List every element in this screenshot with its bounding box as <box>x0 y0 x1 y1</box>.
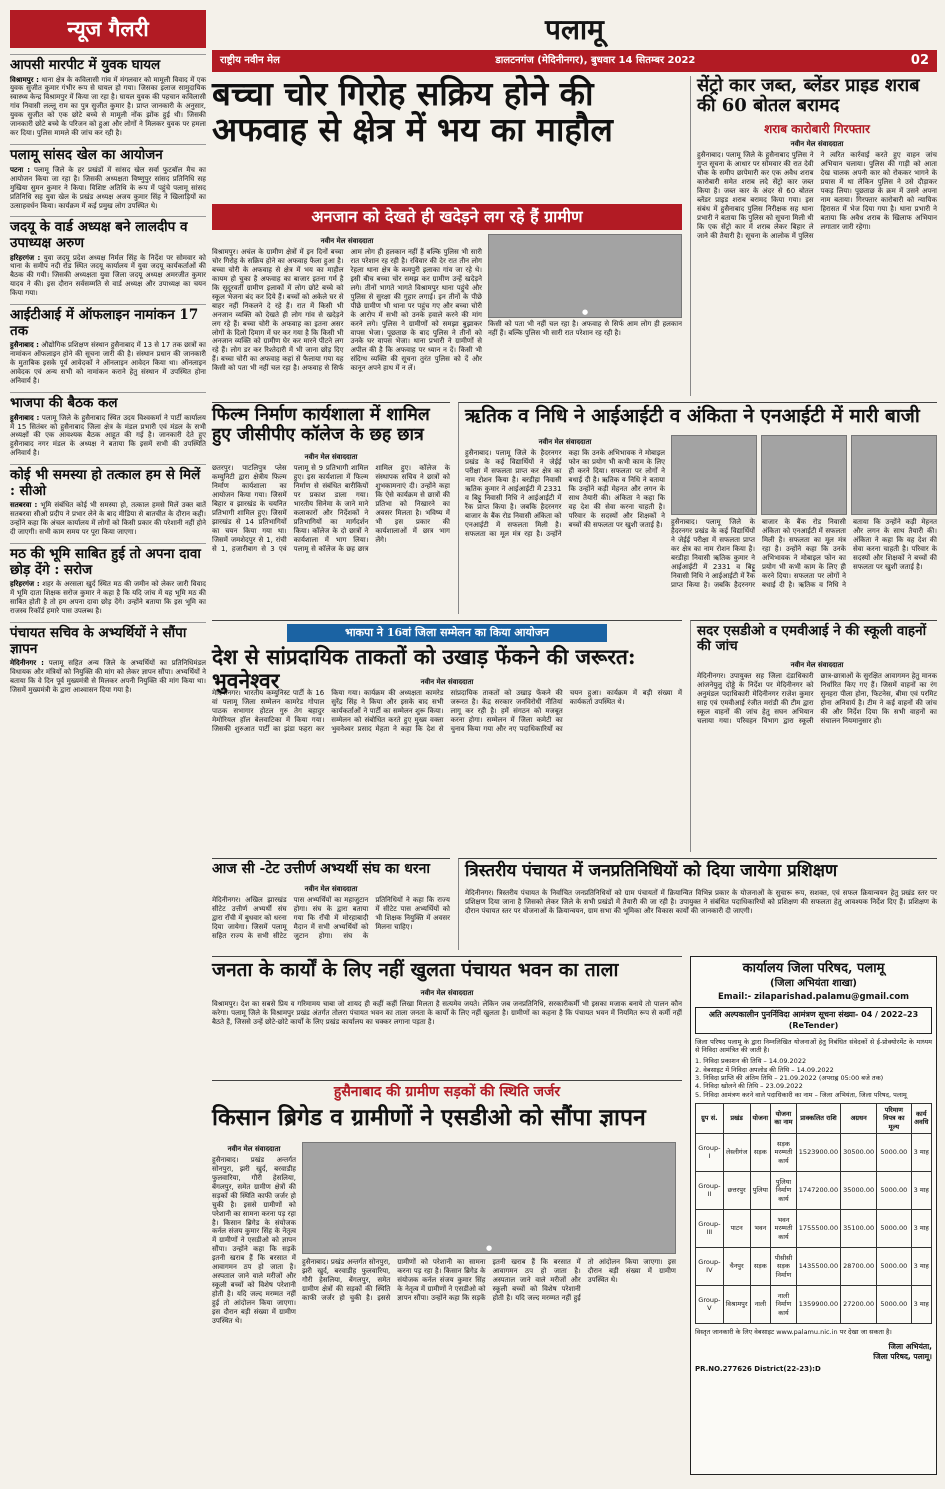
main-area <box>212 10 937 1480</box>
kisan-headline: किसान ब्रिगेड व ग्रामीणों ने एसडीओ को सौंपा ज्ञापन <box>212 1103 646 1131</box>
tender-cell: पीसीसी सड़क निर्माण <box>771 1247 797 1285</box>
tender-cell: 28700.00 <box>841 1247 877 1285</box>
tender-column-header: प्रखंड <box>723 1103 750 1133</box>
tender-row <box>696 1171 932 1209</box>
tender-column-header: कार्य अवधि <box>911 1103 931 1133</box>
gallery-story-body: हुसैनाबाद : पलामू जिले के हुसैनाबाद स्थित उदय विश्वकर्मा ने पार्टी कार्यालय में 15 सितंबर को हुसैनाबाद जिला क्षेत्र के मंडल प्रभारी एवं मंडल के सभी अध्यक्षों की एक आवश्यक बैठक आहूत की गई है। जानकारी देते हुए हुसैनाबाद नगर मंडल के अध्यक्ष ने बताया कि इसमें सभी की उपस्थिति अनिवार्य है। <box>10 413 206 458</box>
tender-column-header: प्राक्कलित राशि <box>796 1103 840 1133</box>
student-photo-2 <box>761 435 847 515</box>
tender-cell: पुलिया निर्माण कार्य <box>771 1171 797 1209</box>
kisan-byline: नवीन मेल संवाददाता <box>227 1144 281 1153</box>
camera-icon: ● <box>485 1243 493 1252</box>
tender-cell: भवन <box>750 1209 771 1247</box>
gallery-story-body: हरिहरगंज : युवा जदयू प्रदेश अध्यक्ष निर्मल सिंह के निर्देश पर सोमवार को थाना के समीप नदी रोड स्थित जदयू कार्यालय में युवा जदयू कार्यकर्ताओं की बैठक की गयी। जिसकी अध्यक्षता युवा जिला जदयू अध्यक्ष अमरजीत कुमार यादव ने की। इस दौरान सर्वसम्मति से वार्ड अध्यक्ष और उपाध्यक्ष का चयन किया गया। <box>10 253 206 298</box>
tender-notice <box>690 956 937 1475</box>
tender-schedule-line: 2. वेबसाइट में निविदा अपलोड की तिथि – 14.09.2022 <box>695 1065 834 1074</box>
tender-table-header <box>696 1103 932 1133</box>
lead-body: विश्रामपुर। अचंल के ग्रामीण क्षेत्रों में इन दिनों बच्चा चोर गिरोह के सक्रिय होने का अफवाह फैला हुआ है। बच्चा चोरी के अफवाह से क्षेत्र में भय का माहौल कायम हो चुका है अफवाह का बाजार इतना गर्म है कि सूदूरवर्ती ग्रामीण इलाकों में लोग छोटे बच्चे को स्कूल भेजना बंद कर दिये हैं। बच्चों को अकेले घर से बाहर नहीं निकलने दे रहे हैं। रात में किसी भी अनजान व्यक्ति को देखते ही लोग गांव से खदेड़ने लग रहे हैं। बच्चा चोरी के अफवाह का इतना असर लोगों के दिलो दिमाग में घर कर गया है कि किसी भी अनजान व्यक्ति को ग्रामीण घेर कर मारने पीटने लग रहे हैं। लोग डर कर रिश्तेदारी में भी जाना छोड़ दिए हैं। बच्चा चोरी का अफवाह कहां से फैलाया गया यह किसी को पता भी नहीं चल रहा है। अफवाह से सिर्फ आम लोग ही हलकान नहीं हैं बल्कि पुलिस भी सारी रात परेशान रह रही है। रविवार की देर रात तीन लोग रेहला थाना क्षेत्र के कमपुरी इलाका गांव जा रहे थे। इसी बीच बच्चा चोर समझ कर ग्रामीण उन्हें खदेड़ने लगे। तीनों भागते भागते विश्रामपुर थाना पहुंचे और पुलिस से सुरक्षा की गुहार लगाई। इन तीनों के पीछे पीछे ग्रामीण भी थाना पर पहुंच गए और बच्चा चोरी के आरोप में सभी को उनके हवाले करने की मांग करने लगे। पुलिस ने ग्रामीणों को समझा बुझाकर वापस भेजा। पूछताछ के बाद पुलिस ने तीनों को उनके घर वापस भेजा। थाना प्रभारी ने ग्रामीणों से अपील की है कि अफवाह पर ध्यान न दें। किसी भी संदिग्ध व्यक्ति की सूचना तुरंत पुलिस को दें और कानून अपने हाथ में न लें। <box>212 247 482 373</box>
sadar-story <box>690 620 937 852</box>
sadar-headline: सदर एसडीओ व एमवीआई ने की स्कूली वाहनों की जांच <box>697 623 927 655</box>
iit-body: हुसैनाबाद। पलामू जिले के हैदरनगर प्रखंड के कई विद्यार्थियों ने जेईई परीक्षा में सफलता प्राप्त कर क्षेत्र का नाम रोशन किया है। बरडीहा निवासी ऋतिक कुमार ने आईआईटी में 2331 व बिट्टू निवासी निधि ने आईआईटी में रैंक प्राप्त किया है। जबकि हैदरनगर बाजार के बैंक रोड निवासी अंकिता को एनआईटी में सफलता मिली है। सफलता का मूल मंत्र रहा है। उन्होंने कहा कि उनके अभिभावक ने मोबाइल फोन का प्रयोग भी कभी काम के लिए ही करने दिया। सफलता पर लोगों ने बधाई दी है। ऋतिक व निधि ने बताया कि उन्होंने कड़ी मेहनत और लगन के साथ तैयारी की। अंकिता ने कहा कि वह देश की सेवा करना चाहती है। परिवार के सदस्यों और शिक्षकों ने बच्चों की सफलता पर खुशी जताई है। <box>465 448 665 538</box>
masthead-title: पलामू <box>545 13 604 46</box>
tender-branch: (जिला अभियंता शाखा) <box>770 977 857 989</box>
gallery-story-title: आपसी मारपीट में युवक घायल <box>10 54 206 74</box>
gallery-story <box>10 464 206 537</box>
tender-intro: जिला परिषद पलामू के द्वारा निम्नलिखित योजनाओं हेतु निबंधित संवेदकों से ई-प्रोक्योरमेंट के माध्यम से निविदा आमंत्रित की जाती है। <box>695 1037 932 1055</box>
gallery-story-title: मठ की भूमि साबित हुई तो अपना दावा छोड़ देंगे : सरोज <box>10 543 206 578</box>
gallery-story-body: सतबरवा : भूमि संबंधित कोई भी समस्या हो, तत्काल हमसे मिलें उक्त बातें सतबरवा सीओ प्रदीप ने प्रभार लेने के बाद मीडिया से बातचीत के दौरान कही। उन्होंने कहा कि अंचल कार्यालय में लोगों को किसी प्रकार की परेशानी नहीं होने दी जाएगी। सभी काम समय पर पूरा किया जाएगा। <box>10 501 206 537</box>
dateline: डालटनगंज (मेदिनीनगर), बुधवार 14 सितम्बर 2022 <box>495 54 696 66</box>
tender-cell: 5000.00 <box>877 1247 911 1285</box>
tender-cell: 1755500.00 <box>796 1209 840 1247</box>
lead-photo-caption: किसी को पता भी नहीं चल रहा है। अफवाह से सिर्फ आम लोग ही हलकान नहीं हैं। बल्कि पुलिस भी सारी रात परेशान रह रही है। <box>488 320 682 337</box>
tender-cell: 35000.00 <box>841 1171 877 1209</box>
lead-photo <box>488 234 682 318</box>
gallery-story-body: हुसैनाबाद : औद्योगिक प्रशिक्षण संस्थान हुसैनाबाद में 13 से 17 तक छात्रों का नामांकन ऑफलाइन होने की सूचना जारी की है। संस्थान प्रधान की जानकारी के मुताबिक इसके पूर्व आवेदकों ने ऑनलाइन आवेदन किया था। ऑनलाइन आवेदक एवं अन्य सभी को नामांकन कराने हेतु संस्थान में उपस्थित होना अनिवार्य है। <box>10 341 206 386</box>
tender-schedule-line: 4. निविदा खोलने की तिथि – 23.09.2022 <box>695 1082 803 1091</box>
lead-story <box>212 76 682 396</box>
ctet-body: मेदिनीनगर। अखिल झारखंड सीटेट उत्तीर्ण अभ्यर्थी संघ द्वारा राँची में बुधवार को धरना दिया जायेगा। जिसमें पलामू सहित राज्य के सभी सीटेट पास अभ्यर्थियों का महाजुटान होगा। संघ के द्वारा बताया गया कि राँची में मोरहाबादी मैदान में सभी अभ्यर्थियों को जुटान होगा। संघ के प्रतिनिधियों ने कहा कि राज्य में सीटेट पास अभ्यर्थियों को भी शिक्षक नियुक्ति में अवसर मिलना चाहिए। <box>212 895 450 940</box>
panchayat-headline: त्रिस्तरीय पंचायत में जनप्रतिनिधियों को दिया जायेगा प्रशिक्षण <box>465 861 838 881</box>
gallery-story-title: पलामू सांसद खेल का आयोजन <box>10 144 206 164</box>
tender-row <box>696 1285 932 1323</box>
tender-signature-title: जिला अभियंता, <box>888 1342 932 1352</box>
gallery-story <box>10 543 206 616</box>
tender-cell: 35100.00 <box>841 1209 877 1247</box>
tender-cell: 1747200.00 <box>796 1171 840 1209</box>
gallery-story <box>10 622 206 695</box>
gallery-story-title: कोई भी समस्या हो तत्काल हम से मिलें : सीओ <box>10 464 206 499</box>
tender-cell: 5000.00 <box>877 1171 911 1209</box>
cpi-story <box>212 620 682 852</box>
gallery-story <box>10 54 206 138</box>
paper-name: राष्ट्रीय नवीन मेल <box>220 54 280 66</box>
tender-cell: 3 माह <box>911 1285 931 1323</box>
masthead-bar <box>212 50 937 72</box>
tender-cell: 3 माह <box>911 1171 931 1209</box>
janata-headline: जनता के कार्यों के लिए नहीं खुलता पंचायत भवन का ताला <box>212 959 619 981</box>
tender-row <box>696 1247 932 1285</box>
tender-cell: नाली निर्माण कार्य <box>771 1285 797 1323</box>
tender-row <box>696 1133 932 1171</box>
tender-pr-number: PR.NO.277626 District(22-23):D <box>695 1365 821 1374</box>
tender-cell: 5000.00 <box>877 1133 911 1171</box>
tender-cell: विश्रामपुर <box>723 1285 750 1323</box>
tender-cell: 5000.00 <box>877 1285 911 1323</box>
iit-byline: नवीन मेल संवाददाता <box>538 438 592 446</box>
gallery-story-body: हरिहरगंज : शहर के अरसला खुर्द स्थित मठ की जमीन को लेकर जारी विवाद में भूमि दाता शिक्षक सरोज कुमार ने कहा है कि यदि जांच में यह भूमि मठ की साबित होती है तो हम अपना दावा छोड़ देंगे। उन्होंने बताया कि इस भूमि का राजस्व रिकॉर्ड हमारे पास उपलब्ध है। <box>10 580 206 616</box>
tender-row <box>696 1209 932 1247</box>
news-gallery-stories <box>10 54 206 695</box>
tender-cell: 3 माह <box>911 1247 931 1285</box>
sadar-body: मेदिनीनगर। उपायुक्त सह जिला दंडाधिकारी आंजनेयुलु दोड्डे के निर्देश पर मेदिनीनगर को अनुमंडल पदाधिकारी मेदिनीनगर राजेश कुमार साह एवं एमवीआई रंजीत मरांडी की टीम द्वारा स्कूल वाहनों की जांच हेतु सघन अभियान चलाया गया। परिवहन विभाग द्वारा स्कूली छात्र-छात्राओं के सुरक्षित आवागमन हेतु मानक निर्धारित किए गए हैं। जिसमें वाहनों का रंग सुनहरा पीला होना, फिटनेस, बीमा एवं परमिट होना अनिवार्य है। टीम ने कई वाहनों की जांच की और निर्देश दिया कि सभी वाहनों का संचालन नियमानुसार हो। <box>697 671 937 725</box>
tender-cell: छत्तरपुर <box>723 1171 750 1209</box>
tender-cell: सड़क <box>750 1247 771 1285</box>
tender-office: कार्यालय जिला परिषद, पलामू <box>742 961 885 976</box>
gallery-story <box>10 304 206 386</box>
tender-cell: 1523900.00 <box>796 1133 840 1171</box>
tender-cell: Group-II <box>696 1171 724 1209</box>
tender-column-header: योजना <box>750 1103 771 1133</box>
lead-subhead: अनजान को देखते ही खदेड़ने लग रहे हैं ग्रामीण <box>212 204 682 230</box>
tender-title: अति अल्पकालीन पुनर्निविदा आमंत्रण सूचना संख्या- 04 / 2022–23 (ReTender) <box>695 1007 932 1033</box>
centro-subhead: शराब कारोबारी गिरफ्तार <box>764 122 870 136</box>
kisan-photo <box>302 1142 676 1254</box>
lead-headline: बच्चा चोर गिरोह सक्रिय होने की अफवाह से क्षेत्र में भय का माहौल <box>212 74 613 149</box>
tender-column-header: योजना का नाम <box>771 1103 797 1133</box>
tender-cell: Group-IV <box>696 1247 724 1285</box>
tender-signature-office: जिला परिषद, पलामू। <box>873 1351 932 1361</box>
janata-body: विश्रामपुर। देश का सबसे प्रिय व गरिमामय चाबा जो शायद ही कहीं कहीं लिखा मिलता है सत्यमेव जयते। लेकिन जब जनप्रतिनिधि, सरकारीकर्मी भी इसका मजाक बनाये तो पालन कौन करेगा। पलामू जिले के विश्रामपुर प्रखंड अंतर्गत तोलरा पंचायत भवन का ताला जनता के कार्यों के लिए नहीं खुलता है। ग्रामीणों का कहना है कि पंचायत भवन में नियमित रूप से कर्मी नहीं बैठते हैं, जिससे उन्हें छोटे-छोटे कार्यों के लिए प्रखंड कार्यालय का चक्कर लगाना पड़ता है। <box>212 999 682 1026</box>
page-number: 02 <box>910 52 929 68</box>
tender-cell: Group-I <box>696 1133 724 1171</box>
gallery-story-body: मेदिनीनगर : पलामू सहित अन्य जिले के अभ्यर्थियों का प्रतिनिधिमंडल विधायक और मंत्रियों को नियुक्ति की मांग को लेकर ज्ञापन सौंपा। अभ्यर्थियों ने बताया कि वे दिन पूर्व मुख्यमंत्री से मिलकर अपनी नियुक्ति की मांग किया था। जिसमें मुख्यमंत्री के द्वारा आश्वासन दिया गया है। <box>10 659 206 694</box>
tender-column-header: परिमाण विपत्र का मूल्य <box>877 1103 911 1133</box>
gallery-story-title: पंचायत सचिव के अभ्यर्थियों ने सौंपा ज्ञापन <box>10 622 206 657</box>
iit-body-continued: हुसैनाबाद। पलामू जिले के हैदरनगर प्रखंड के कई विद्यार्थियों ने जेईई परीक्षा में सफलता प्राप्त कर क्षेत्र का नाम रोशन किया है। बरडीहा निवासी ऋतिक कुमार ने आईआईटी में 2331 व बिट्टू निवासी निधि ने आईआईटी में रैंक प्राप्त किया है। जबकि हैदरनगर बाजार के बैंक रोड निवासी अंकिता को एनआईटी में सफलता मिली है। सफलता का मूल मंत्र रहा है। उन्होंने कहा कि उनके अभिभावक ने मोबाइल फोन का प्रयोग भी कभी काम के लिए ही करने दिया। सफलता पर लोगों ने बधाई दी है। ऋतिक व निधि ने बताया कि उन्होंने कड़ी मेहनत और लगन के साथ तैयारी की। अंकिता ने कहा कि वह देश की सेवा करना चाहती है। परिवार के सदस्यों और शिक्षकों ने बच्चों की सफलता पर खुशी जताई है। <box>671 518 937 589</box>
news-gallery-column <box>10 10 206 1480</box>
student-photo-1 <box>671 435 757 515</box>
panchayat-training-story <box>458 858 937 950</box>
ctet-headline: आज सी -टेट उत्तीर्ण अभ्यर्थी संघ का धरना <box>212 861 430 877</box>
panchayat-bhawan-story <box>212 956 682 1074</box>
cpi-byline: नवीन मेल संवाददाता <box>420 678 474 686</box>
gallery-story-title: भाजपा की बैठक कल <box>10 392 206 412</box>
tender-cell: 27200.00 <box>841 1285 877 1323</box>
tender-schedule-line: 1. निविदा प्रकाशन की तिथि – 14.09.2022 <box>695 1057 807 1066</box>
tender-column-header: ग्रुप सं. <box>696 1103 724 1133</box>
tender-cell: चैनपुर <box>723 1247 750 1285</box>
tender-cell: सड़क <box>750 1133 771 1171</box>
cpi-kicker: भाकपा ने 16वां जिला सम्मेलन का किया आयोजन <box>287 624 607 642</box>
ctet-story <box>212 858 450 950</box>
gallery-story-title: आईटीआई में ऑफलाइन नामांकन 17 तक <box>10 304 206 339</box>
tender-cell: पाटन <box>723 1209 750 1247</box>
tender-cell: सड़क मरम्मती कार्य <box>771 1133 797 1171</box>
tender-cell: Group-III <box>696 1209 724 1247</box>
panchayat-body: मेदिनीनगर। त्रिस्तरीय पंचायत के निर्वाचित जनप्रतिनिधियों को ग्राम पंचायतों में क्रियान्वित विभिन्न प्रकार के योजनाओं के सुचारू रूप, सशक्त, एवं सफल क्रियान्वयन हेतु प्रखंड स्तर पर प्रशिक्षण दिया जाना है जिसको लेकर जिले के सभी प्रखंडों में तैयारी की जा रही है। उपायुक्त ने संबंधित पदाधिकारियों को प्रशिक्षण की सफलता हेतु आवश्यक निर्देश दिए हैं। प्रशिक्षण के दौरान पंचायत स्तर पर योजनाओं के क्रियान्वयन, ग्राम सभा की भूमिका और विकास कार्यों की जानकारी दी जाएगी। <box>465 889 937 915</box>
gallery-story <box>10 216 206 298</box>
tender-schedule-line: 3. निविदा प्राप्ति की अंतिम तिथि – 21.09.2022 (अपराह्न 05:00 बजे तक) <box>695 1074 884 1083</box>
sadar-byline: नवीन मेल संवाददाता <box>790 661 844 669</box>
tender-cell: Group-V <box>696 1285 724 1323</box>
kisan-body-col1: हुसैनाबाद। प्रखंड अन्तर्गत सोनपुरा, झरी खुर्द, बरवाडीह फुलवारिया, गौरी हेसलिया, बेंगलपुर, समेत ग्रामीण क्षेत्रों की सड़कों की स्थिति काफी जर्जर हो चुकी है। इससे ग्रामीणों को परेशानी का सामना करना पड़ रहा है। किसान ब्रिगेड के संयोजक कर्नल संजय कुमार सिंह के नेतृत्व में ग्रामीणों ने एसडीओ को ज्ञापन सौंपा। उन्होंने कहा कि सड़कें इतनी खराब हैं कि बरसात में आवागमन ठप हो जाता है। अस्पताल जाने वाले मरीजों और स्कूली बच्चों को विशेष परेशानी होती है। यदि जल्द मरम्मत नहीं हुई तो आंदोलन किया जाएगा। इस दौरान बड़ी संख्या में ग्रामीण उपस्थित थे। <box>212 1155 296 1326</box>
tender-schedule-line: 5. निविदा आमंत्रण करने वाले पदाधिकारी का नाम – जिला अभियंता, जिला परिषद, पलामू <box>695 1090 907 1099</box>
tender-cell: लेस्लीगंज <box>723 1133 750 1171</box>
tender-cell: 5000.00 <box>877 1209 911 1247</box>
kisan-kicker: हुसैनाबाद की ग्रामीण सड़कों की स्थिति जर्जर <box>333 1084 561 1100</box>
tender-cell: 1359900.00 <box>796 1285 840 1323</box>
gallery-story-title: जदयू के वार्ड अध्यक्ष बने लालदीप व उपाध्यक्ष अरुण <box>10 216 206 251</box>
tender-cell: नाली <box>750 1285 771 1323</box>
centro-body: हुसैनाबाद। पलामू जिले के हुसैनाबाद पुलिस ने गुप्त सूचना के आधार पर सोमवार की रात देवी चौक के समीप छापेमारी कर एक अवैध शराब कारोबारी समेत शराब लदे सेंट्रो कार जब्त किया है। जब्त कार के अंदर से 60 बोतल ब्लेंडर प्राइड शराब बरामद किया गया। इस संबंध में हुसैनाबाद पुलिस निरीक्षक सह थाना प्रभारी ने बताया कि पुलिस को सूचना मिली थी कि एक सेंट्रो कार में शराब लेकर बिहार ले जाने की तैयारी है। सूचना के आलोक में पुलिस ने त्वरित कार्रवाई करते हुए वाहन जांच अभियान चलाया। पुलिस की गाड़ी को आता देख चालक अपनी कार को रोककर भागने के प्रयास में था लेकिन पुलिस ने उसे दौड़ाकर पकड़ लिया। पूछताछ के क्रम में उसने अपना नाम बताया। गिरफ्तार कारोबारी को न्यायिक हिरासत में भेज दिया गया है। थाना प्रभारी ने बताया कि अवैध शराब के खिलाफ अभियान लगातार जारी रहेगा। <box>697 151 937 240</box>
kisan-brigade-story <box>212 1080 682 1475</box>
iit-headline: ऋतिक व निधि ने आईआईटी व अंकिता ने एनआईटी में मारी बाजी <box>465 405 920 427</box>
student-photo-3 <box>851 435 937 515</box>
tender-cell: भवन मरम्मती कार्य <box>771 1209 797 1247</box>
janata-byline: नवीन मेल संवाददाता <box>420 989 474 997</box>
gallery-story <box>10 392 206 458</box>
film-story <box>212 402 450 614</box>
film-body: छतरपुर। पाटलिपुत्र प्लेस कम्युनिटी द्वारा क्षेत्रीय फिल्म निर्माण कार्यशाला का आयोजन किया गया। जिसमें बिहार व झारखंड के चयनित प्रतिभागी शामिल हुए। जिसमें झारखंड से 14 प्रतिभागियों का चयन किया गया था। जिसमें जमशेदपुर से 1, रांची से 1, हजारीबाग से 3 एवं पलामू से 9 प्रतिभागी शामिल हुए। इस कार्यशाला में फिल्म निर्माण से संबंधित बारीकियों पर प्रकाश डाला गया। भारतीय सिनेमा के जाने माने कलाकारों और निर्देशकों ने प्रतिभागियों का मार्गदर्शन किया। कॉलेज के दो छात्रों ने कार्यशाला में भाग लिया। पलामू से कॉलेज के छह छात्र शामिल हुए। कॉलेज के संस्थापक सचिव ने छात्रों को शुभकामनाएं दी। उन्होंने कहा कि ऐसे कार्यक्रम से छात्रों की प्रतिभा को निखारने का अवसर मिलता है। भविष्य में भी इस प्रकार की कार्यशालाओं में छात्र भाग लेंगे। <box>212 463 450 553</box>
centro-byline: नवीन मेल संवाददाता <box>790 140 844 149</box>
gallery-story-body: विश्रामपुर : थाना क्षेत्र के कविलासी गांव में मंगलवार को मामूली विवाद में एक युवक सुजीत कुमार गंभीर रूप से घायल हो गया। जिसका इलाज सामुदायिक स्वास्थ्य केन्द्र विश्रामपुर में किया जा रहा है। घायल युवक की पहचान कविलासी गांव निवासी लल्लू राम का पुत्र सुजीत कुमार है। प्राप्त जानकारी के अनुसार, युवक सुजीत को एक छोटे बच्चे से मामूली नोंक झोंक हुई थी। जिसकी जानकारी छोटे बच्चे के परिजन को हुआ और लोगों ने मिलकर युवक पर हमला कर दिया। पुलिस मामले की जांच कर रही है। <box>10 75 206 138</box>
tender-table <box>695 1103 932 1324</box>
cpi-body: मेदिनीनगर। भारतीय कम्युनिस्ट पार्टी के 16 वां पलामू जिला सम्मेलन कामरेड गोपाल पाठक सभागार होटल गुरु तेग बहादुर मेमोरियल हॉल बेलवाटिका में किया गया। जिसकी शुरुआत पार्टी का झंडा फहरा कर किया गया। कार्यक्रम की अध्यक्षता कामरेड सुरेंद्र सिंह ने किया और इसके बाद सभी कार्यकर्ताओं ने पार्टी का सम्मेलन शुरू किया। सम्मेलन को संबोधित करते हुए मुख्य वक्ता भुवनेश्वर प्रसाद मेहता ने कहा कि देश से सांप्रदायिक ताकतों को उखाड़ फेंकने की जरूरत है। केंद्र सरकार जनविरोधी नीतियां लागू कर रही है। हमें संगठन को मजबूत करना होगा। सम्मेलन में जिला कमेटी का चुनाव किया गया और नए पदाधिकारियों का चयन हुआ। कार्यक्रम में बड़ी संख्या में कार्यकर्ता उपस्थित थे। <box>212 688 682 733</box>
iit-story <box>458 402 937 614</box>
gallery-story <box>10 144 206 210</box>
ctet-byline: नवीन मेल संवाददाता <box>304 885 358 893</box>
kisan-body: हुसैनाबाद। प्रखंड अन्तर्गत सोनपुरा, झरी खुर्द, बरवाडीह फुलवारिया, गौरी हेसलिया, बेंगलपुर, समेत ग्रामीण क्षेत्रों की सड़कों की स्थिति काफी जर्जर हो चुकी है। इससे ग्रामीणों को परेशानी का सामना करना पड़ रहा है। किसान ब्रिगेड के संयोजक कर्नल संजय कुमार सिंह के नेतृत्व में ग्रामीणों ने एसडीओ को ज्ञापन सौंपा। उन्होंने कहा कि सड़कें इतनी खराब हैं कि बरसात में आवागमन ठप हो जाता है। अस्पताल जाने वाले मरीजों और स्कूली बच्चों को विशेष परेशानी होती है। यदि जल्द मरम्मत नहीं हुई तो आंदोलन किया जाएगा। इस दौरान बड़ी संख्या में ग्रामीण उपस्थित थे। <box>302 1257 676 1302</box>
centro-headline: सेंट्रो कार जब्त, ब्लेंडर प्राइड शराब की 60 बोतल बरामद <box>697 75 920 117</box>
tender-email: Email:- zilaparishad.palamu@gmail.com <box>717 992 910 1003</box>
news-gallery-header: न्यूज गैलरी <box>10 10 206 48</box>
lead-byline: नवीन मेल संवाददाता <box>320 237 374 245</box>
film-byline: नवीन मेल संवाददाता <box>304 453 358 461</box>
tender-cell: 3 माह <box>911 1209 931 1247</box>
centro-story <box>690 76 937 396</box>
tender-footer-note: विस्तृत जानकारी के लिए वेबसाइट www.palamu.nic.in पर देखा जा सकता है। <box>695 1327 892 1336</box>
gallery-story-body: पटना : पलामू जिले के हर प्रखंडों में सांसद खेल सर्वा फुटबॉल मैच का आयोजन किया जा रहा है। जिसकी अध्यक्षता विष्णुपुर सांसद प्रतिनिधि सह मुखिया सुमन कुमार ने किया। विशिष्ट अतिथि के रूप में पहुंचे पलामू सांसद प्रतिनिधि सह युवा खेल के प्रखंड अध्यक्ष अजय कुमार सिंह ने खिलाड़ियों का उत्साहवर्धन किया। कार्यक्रम में कई प्रमुख लोग उपस्थित थे। <box>10 165 206 210</box>
tender-schedule <box>695 1057 932 1099</box>
tender-column-header: अग्रधन <box>841 1103 877 1133</box>
film-headline: फिल्म निर्माण कार्यशाला में शामिल हुए जीसीपीए कॉलेज के छह छात्र <box>212 405 430 445</box>
tender-cell: 1435500.00 <box>796 1247 840 1285</box>
cpi-headline: देश से सांप्रदायिक ताकतों को उखाड़ फेंकने की जरूरत: भुवनेश्वर <box>212 644 636 693</box>
tender-cell: 3 माह <box>911 1133 931 1171</box>
tender-cell: 30500.00 <box>841 1133 877 1171</box>
tender-cell: पुलिया <box>750 1171 771 1209</box>
camera-icon: ● <box>581 308 589 317</box>
